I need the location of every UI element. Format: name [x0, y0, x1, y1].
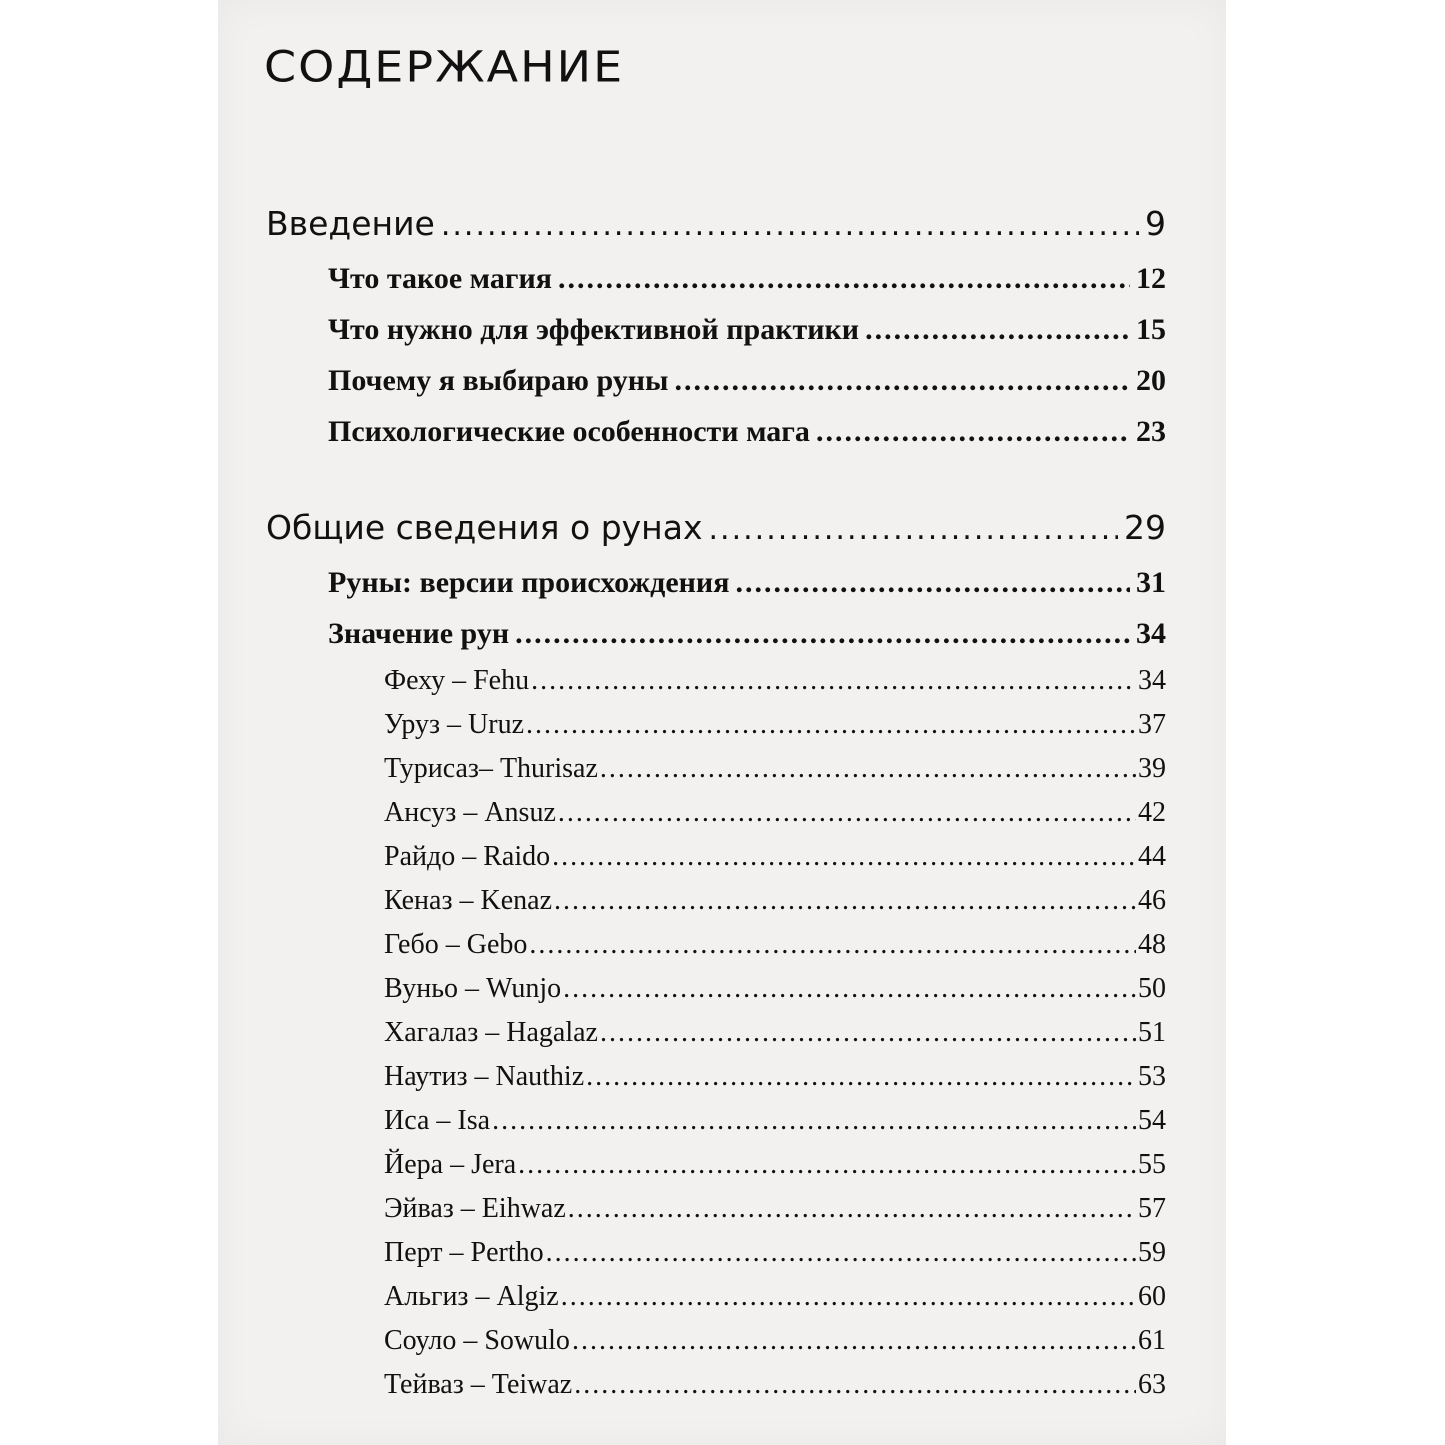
dot-leader: [526, 709, 1136, 741]
toc-entry-page: 61: [1138, 1325, 1166, 1356]
toc-subentry: [384, 1149, 1166, 1181]
toc-entry-page: 51: [1138, 1017, 1166, 1048]
dot-leader: [515, 617, 1130, 651]
toc-entry-title: Что нужно для эффективной практики: [328, 313, 860, 346]
toc-subentry: [384, 1105, 1166, 1137]
dot-leader: [600, 753, 1136, 785]
toc-entry-title: Наутиз – Nauthiz: [384, 1061, 585, 1092]
toc-subentry: [384, 665, 1166, 697]
dot-leader: [558, 797, 1136, 829]
toc-entry-title: Перт – Pertho: [384, 1237, 544, 1268]
dot-leader: [600, 1017, 1136, 1049]
toc-entry-title: Хагалаз – Hagalaz: [384, 1017, 598, 1048]
toc-subentry: [384, 929, 1166, 961]
dot-leader: [586, 1061, 1136, 1093]
toc-entry-title: Гебо – Gebo: [384, 929, 528, 960]
toc-subentry: [384, 885, 1166, 917]
toc-subentry: [384, 1237, 1166, 1269]
toc-subentry: [384, 1193, 1166, 1225]
toc-entry-page: 46: [1138, 885, 1166, 916]
toc-entry-title: Ансуз – Ansuz: [384, 797, 556, 828]
toc-entry-page: 29: [1124, 508, 1166, 547]
toc-entry-page: 42: [1138, 797, 1166, 828]
toc-entry: [328, 262, 1166, 296]
toc-entry-page: 20: [1136, 364, 1166, 397]
toc-subentry: [384, 1325, 1166, 1357]
toc-entry-page: 59: [1138, 1237, 1166, 1268]
toc-entry-page: 63: [1138, 1369, 1166, 1400]
dot-leader: [574, 1369, 1136, 1401]
toc-entry-title: Йера – Jera: [384, 1149, 517, 1180]
toc-subentry: [384, 1369, 1166, 1401]
dot-leader: [572, 1325, 1136, 1357]
toc-entry-title: Психологические особенности мага: [328, 415, 810, 448]
toc-entry-page: 57: [1138, 1193, 1166, 1224]
toc-entry-page: 23: [1136, 415, 1166, 448]
toc-entry-title: Райдо – Raido: [384, 841, 551, 872]
toc-entry-page: 54: [1138, 1105, 1166, 1136]
toc-subentry: [384, 973, 1166, 1005]
dot-leader: [529, 929, 1136, 961]
toc-entry-title: Введение: [266, 204, 435, 243]
dot-leader: [561, 1281, 1136, 1313]
dot-leader: [674, 364, 1130, 398]
toc-entry-page: 9: [1145, 204, 1166, 243]
toc-entry-title: Почему я выбираю руны: [328, 364, 669, 397]
toc-entry-title: Феху – Fehu: [384, 665, 530, 696]
toc-entry-title: Соуло – Sowulo: [384, 1325, 570, 1356]
toc-entry-title: Руны: версии происхождения: [328, 566, 730, 599]
toc-entry-title: Уруз – Uruz: [384, 709, 525, 740]
toc-entry-title: Что такое магия: [328, 262, 553, 295]
page-title: СОДЕРЖАНИЕ: [264, 42, 625, 92]
toc-entry-page: 48: [1138, 929, 1166, 960]
dot-leader: [816, 415, 1130, 449]
toc-entry-page: 34: [1138, 665, 1166, 696]
dot-leader: [441, 208, 1139, 243]
dot-leader: [735, 566, 1130, 600]
toc-section-entry: [266, 508, 1166, 547]
toc-entry-page: 55: [1138, 1149, 1166, 1180]
toc-entry-page: 39: [1138, 753, 1166, 784]
toc-entry-page: 44: [1138, 841, 1166, 872]
toc-entry-title: Кеназ – Kenaz: [384, 885, 553, 916]
toc-subentry: [384, 709, 1166, 741]
toc-entry-page: 34: [1136, 617, 1166, 650]
toc-entry-title: Турисаз– Thurisaz: [384, 753, 598, 784]
dot-leader: [552, 841, 1136, 873]
toc-entry-page: 12: [1136, 262, 1166, 295]
book-page: [218, 0, 1226, 1445]
dot-leader: [518, 1149, 1136, 1181]
dot-leader: [563, 973, 1136, 1005]
toc-entry-page: 53: [1138, 1061, 1166, 1092]
toc-entry: [328, 415, 1166, 449]
toc-entry-page: 15: [1136, 313, 1166, 346]
dot-leader: [554, 885, 1136, 917]
toc-subentry: [384, 1061, 1166, 1093]
toc-entry: [328, 364, 1166, 398]
toc-entry: [328, 617, 1166, 651]
toc-subentry: [384, 797, 1166, 829]
toc-entry-title: Значение рун: [328, 617, 510, 650]
toc-entry-page: 50: [1138, 973, 1166, 1004]
toc-entry: [328, 566, 1166, 600]
dot-leader: [568, 1193, 1136, 1225]
toc-entry-page: 31: [1136, 566, 1166, 599]
dot-leader: [546, 1237, 1136, 1269]
dot-leader: [492, 1105, 1136, 1137]
toc-entry-page: 60: [1138, 1281, 1166, 1312]
toc-subentry: [384, 841, 1166, 873]
toc-entry-title: Вуньо – Wunjo: [384, 973, 562, 1004]
dot-leader: [531, 665, 1136, 697]
toc-section-entry: [266, 204, 1166, 243]
dot-leader: [865, 313, 1130, 347]
toc-subentry: [384, 753, 1166, 785]
toc-entry-title: Альгиз – Algiz: [384, 1281, 559, 1312]
toc-entry-page: 37: [1138, 709, 1166, 740]
toc-subentry: [384, 1017, 1166, 1049]
toc-entry: [328, 313, 1166, 347]
toc-subentry: [384, 1281, 1166, 1313]
toc-entry-title: Эйваз – Eihwaz: [384, 1193, 566, 1224]
dot-leader: [558, 262, 1130, 296]
toc-entry-title: Тейваз – Teiwaz: [384, 1369, 573, 1400]
toc-entry-title: Общие сведения о рунах: [266, 508, 703, 547]
dot-leader: [709, 512, 1118, 547]
toc-entry-title: Иса – Isa: [384, 1105, 491, 1136]
